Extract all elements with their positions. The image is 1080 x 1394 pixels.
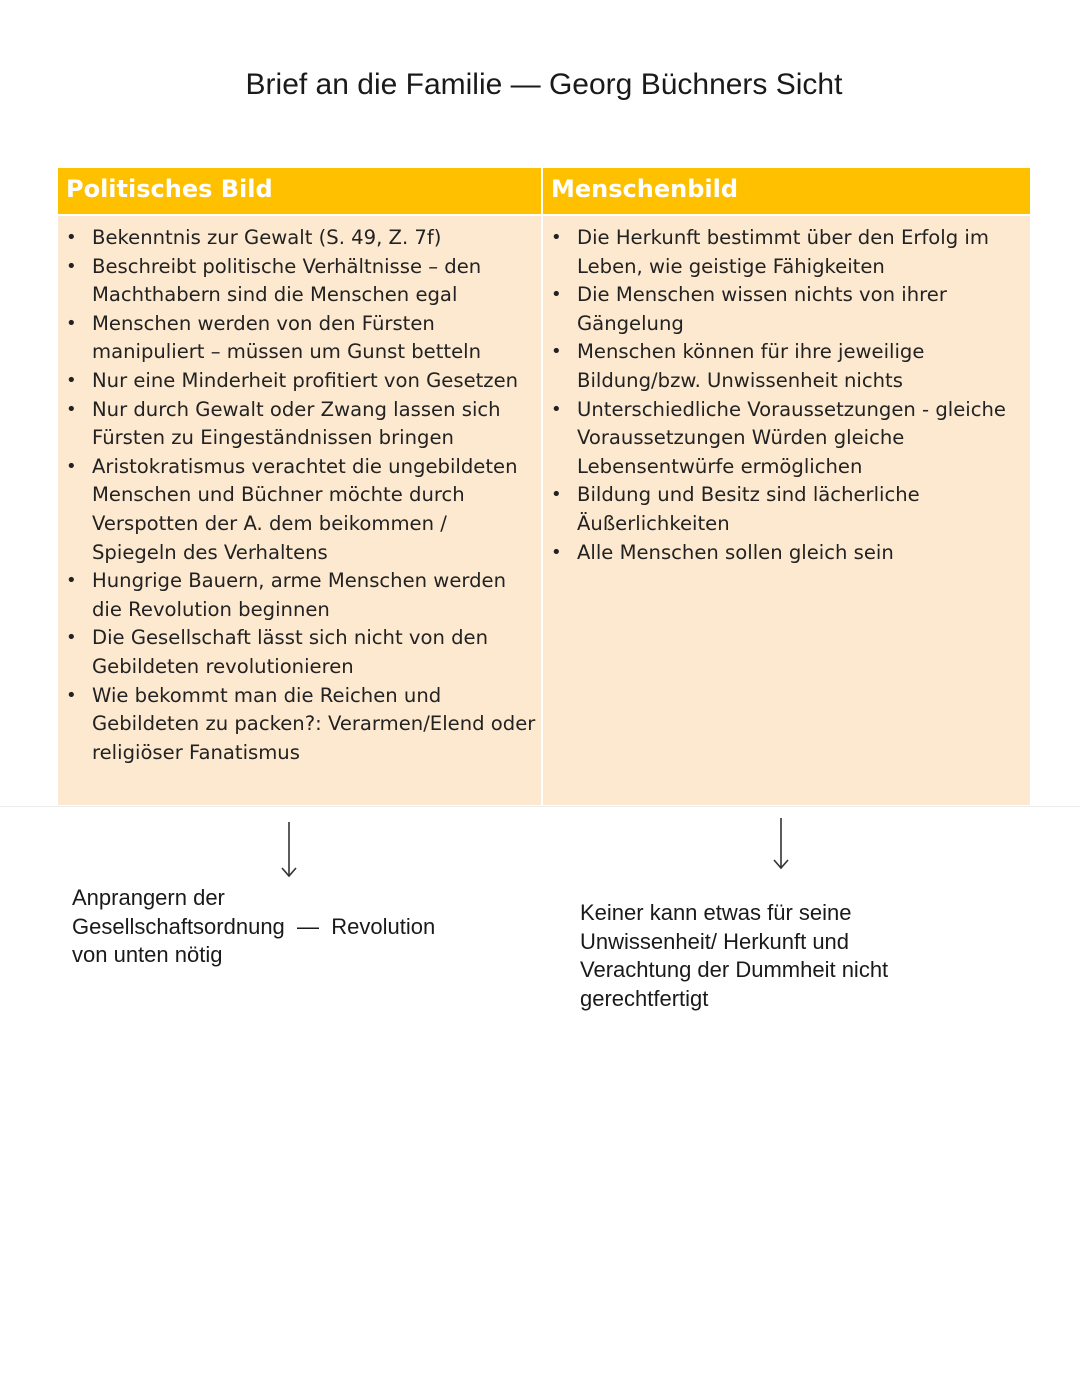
conclusion-political [72,884,435,970]
list-item: • Alle Menschen sollen gleich sein [543,539,1030,568]
conclusion-line: Keiner kann etwas für seine [580,900,852,925]
list-item: • Menschen können für ihre jeweilige Bildung/bzw. Unwissenheit nichts [543,338,1030,395]
list-item: • Nur eine Minderheit profitiert von Gesetzen [58,367,541,396]
list-item: • Nur durch Gewalt oder Zwang lassen sich Fürsten zu Eingeständnissen bringen [58,396,541,453]
divider [0,806,1080,807]
conclusion-human-image [580,899,888,1013]
list-item: • Wie bekommt man die Reichen und Gebildeten zu packen?: Verarmen/Elend oder religiöser Fanatismus [58,682,541,768]
list-item: • Die Gesellschaft lässt sich nicht von den Gebildeten revolutionieren [58,624,541,681]
column-body-political [58,216,541,805]
list-item: • Die Herkunft bestimmt über den Erfolg im Leben, wie geistige Fähigkeiten [543,224,1030,281]
bullet-list-human-image [543,224,1030,567]
conclusion-line: Gesellschaftsordnung — Revolution [72,913,436,939]
list-item: • Bekenntnis zur Gewalt (S. 49, Z. 7f) [58,224,541,253]
column-body-human-image [543,216,1030,805]
conclusion-line: von unten nötig [72,942,223,967]
page-title: Brief an die Familie — Georg Büchners Sicht [245,68,843,101]
list-item: • Unterschiedliche Voraussetzungen - gleiche Voraussetzungen Würden gleiche Lebensentwürfe ermöglichen [543,396,1030,482]
column-human-image [543,168,1030,805]
comparison-table [58,168,1030,805]
list-item: • Die Menschen wissen nichts von ihrer Gängelung [543,281,1030,338]
list-item: • Aristokratismus verachtet die ungebildeten Menschen und Büchner möchte durch Verspotten der A. dem beikommen / Spiegeln des Verhaltens [58,453,541,567]
list-item: • Hungrige Bauern, arme Menschen werden die Revolution beginnen [58,567,541,624]
bullet-list-political [58,224,541,767]
column-heading-human-image: Menschenbild [543,168,1030,216]
conclusion-line: Anprangern der [72,885,225,910]
conclusion-line: Verachtung der Dummheit nicht [580,957,889,982]
arrow-down-icon [771,816,791,876]
conclusion-line: gerechtfertigt [580,985,709,1011]
list-item: • Beschreibt politische Verhältnisse – den Machthabern sind die Menschen egal [58,253,541,310]
column-heading-political: Politisches Bild [58,168,541,216]
list-item: • Menschen werden von den Fürsten manipuliert – müssen um Gunst betteln [58,310,541,367]
list-item: • Bildung und Besitz sind lächerliche Äußerlichkeiten [543,481,1030,538]
column-political [58,168,543,805]
conclusion-line: Unwissenheit/ Herkunft und [580,928,850,954]
arrow-down-icon [279,820,299,880]
